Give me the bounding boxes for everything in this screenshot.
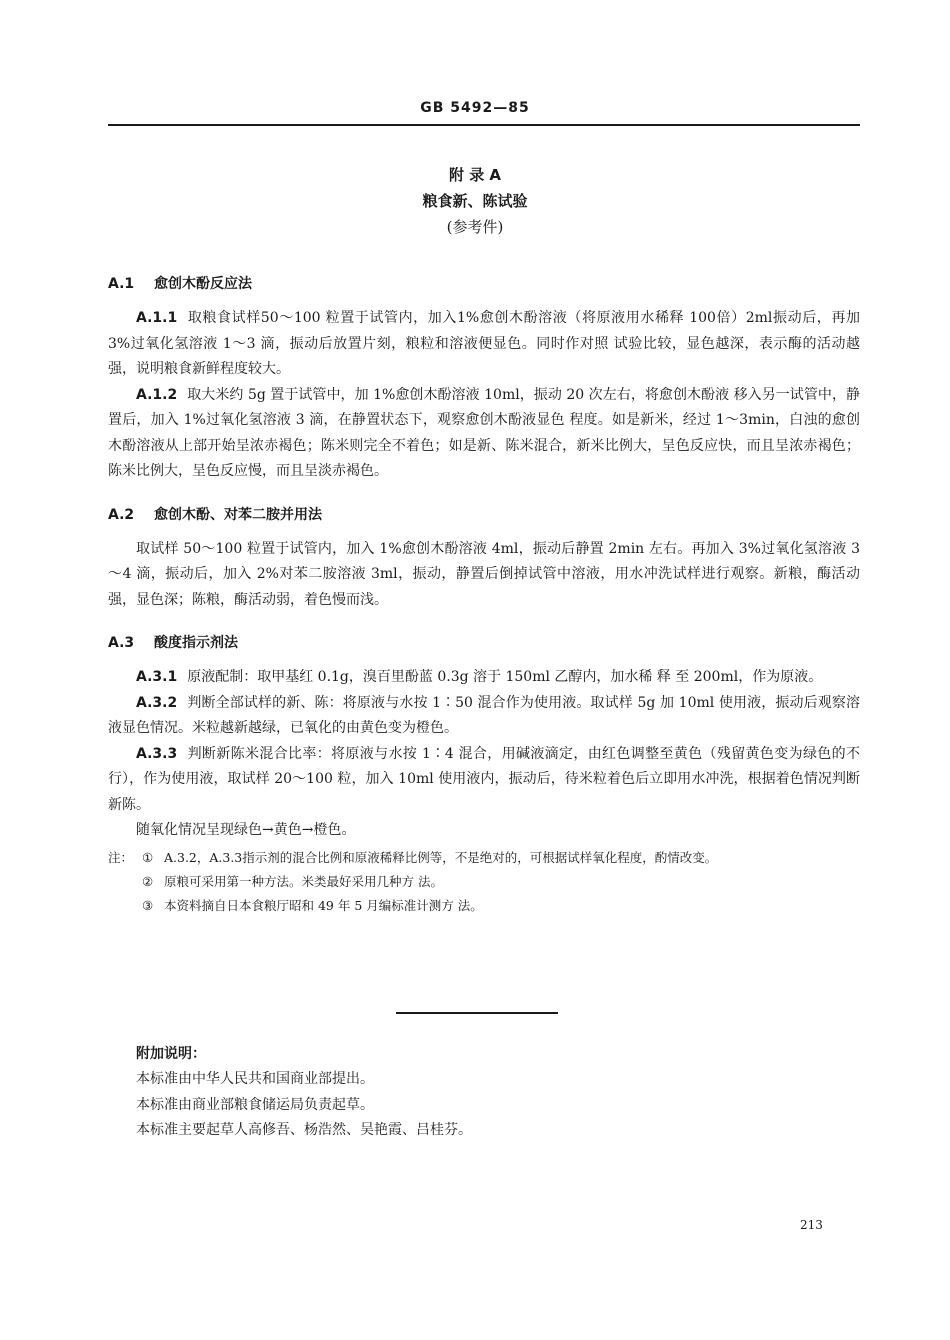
standard-code: GB 5492—85: [420, 100, 530, 116]
note-row: [108, 846, 860, 870]
paragraph: [108, 691, 860, 742]
notes-block: [108, 846, 860, 918]
note-marker: ③: [142, 897, 154, 913]
note-text: 原粮可采用第一种方法。米类最好采用几种方 法。: [164, 873, 443, 889]
section-number: A.3: [108, 635, 135, 651]
paragraph: [108, 742, 860, 819]
paragraph-number: A.1.2: [136, 386, 178, 403]
spacer: [108, 613, 860, 631]
main-content: [108, 272, 860, 918]
paragraph-text: 取大米约 5g 置于试管中，加 1%愈创木酚溶液 10ml，振动 20 次左右，将愈创木酚液 移入另一试管中，静置后，加入 1%过氧化氢溶液 3 滴，在静置状态下，观察愈创木酚液显色 程度。如是新米，经过 1～3min，白浊的愈创木酚溶液从上部开始呈浓赤褐色；陈米则完全不着色；如是新、陈米混合，新米比例大，呈色反应快，而且呈浓赤褐色；陈米比例大，呈色反应慢，而且呈淡赤褐色。: [108, 386, 860, 479]
section-heading: 愈创木酚、对苯二胺并用法: [154, 506, 322, 523]
paragraph: [108, 665, 860, 691]
section-title: [108, 631, 860, 655]
section-divider: [396, 1012, 558, 1014]
paragraph-number: A.3.3: [136, 745, 178, 762]
paragraph-text: 取试样 50～100 粒置于试管内，加入 1%愈创木酚溶液 4ml，振动后静置 2min 左右。再加入 3%过氧化氢溶液 3～4 滴，振动后，加入 2%对苯二胺溶液 3ml，振动，静置后倒掉试管中溶液，用水冲洗试样进行观察。新粮，酶活动强，显色深；陈粮，酶活动弱，着色慢而浅。: [108, 540, 860, 608]
note-prefix: 注：: [108, 849, 134, 865]
page-number: 213: [800, 1218, 823, 1232]
paragraph: [108, 818, 860, 844]
appendix-title: 粮食新、陈试验: [422, 192, 528, 210]
paragraph: [108, 537, 860, 614]
paragraph-text: 取粮食试样50～100 粒置于试管内，加入1%愈创木酚溶液（将原液用水稀释 100倍）2ml振动后，再加 3%过氧化氢溶液 1～3 滴，振动后放置片刻，粮粒和溶液便显色。同时作对照 试验比较，显色越深，表示酶的活动越强，说明粮食新鲜程度较大。: [108, 310, 860, 377]
paragraph-text: 随氧化情况呈现绿色→黄色→橙色。: [136, 822, 356, 838]
paragraph-number: A.1.1: [136, 310, 178, 326]
paragraph-number: A.3.2: [136, 694, 178, 711]
note-marker: ①: [142, 849, 154, 865]
supplementary-notes: [136, 1042, 836, 1144]
paragraph-text: 判断新陈米混合比率：将原液与水按 1∶4 混合，用碱液滴定，由红色调整至黄色（残留黄色变为绿色的不行），作为使用液，取试样 20～100 粒，加入 10ml 使用液内，振动后，待米粒着色后立即用水冲洗，根据着色情况判断新陈。: [108, 745, 860, 813]
note-row: [108, 870, 860, 894]
paragraph-number: A.3.1: [136, 669, 178, 685]
supplement-title: 附加说明：: [136, 1046, 206, 1062]
spacer: [108, 485, 860, 503]
paragraph-text: 判断全部试样的新、陈：将原液与水按 1∶50 混合作为使用液。取试样 5g 加 10ml 使用液，振动后观察溶液显色情况。米粒越新越绿，已氧化的由黄色变为橙色。: [108, 694, 860, 736]
section-title: [108, 503, 860, 527]
paragraph: [108, 306, 860, 383]
supplement-line: 本标准由中华人民共和国商业部提出。: [136, 1071, 374, 1087]
note-marker: ②: [142, 873, 154, 889]
note-text: A.3.2，A.3.3指示剂的混合比例和原液稀释比例等，不是绝对的，可根据试样氧化程度，酌情改变。: [164, 849, 718, 865]
paragraph-text: 原液配制：取甲基红 0.1g，溴百里酚蓝 0.3g 溶于 150ml 乙醇内，加水稀 释 至 200ml，作为原液。: [187, 669, 823, 685]
supplement-line: 本标准主要起草人高修吾、杨浩然、吴艳霞、吕桂芬。: [136, 1122, 472, 1138]
note-row: [108, 894, 860, 918]
section-heading: 愈创木酚反应法: [154, 276, 252, 292]
supplement-line: 本标准由商业部粮食储运局负责起草。: [136, 1096, 374, 1113]
appendix-title-block: [0, 162, 950, 240]
section-heading: 酸度指示剂法: [154, 635, 238, 651]
section-number: A.1: [108, 276, 135, 292]
appendix-subtitle: (参考件): [446, 218, 504, 236]
paragraph: [108, 383, 860, 485]
appendix-label: 附 录 A: [448, 166, 502, 184]
header-rule: [108, 124, 860, 126]
section-number: A.2: [108, 506, 135, 523]
note-text: 本资料摘自日本食粮厅昭和 49 年 5 月编标准计测方 法。: [164, 897, 483, 913]
section-title: [108, 272, 860, 296]
